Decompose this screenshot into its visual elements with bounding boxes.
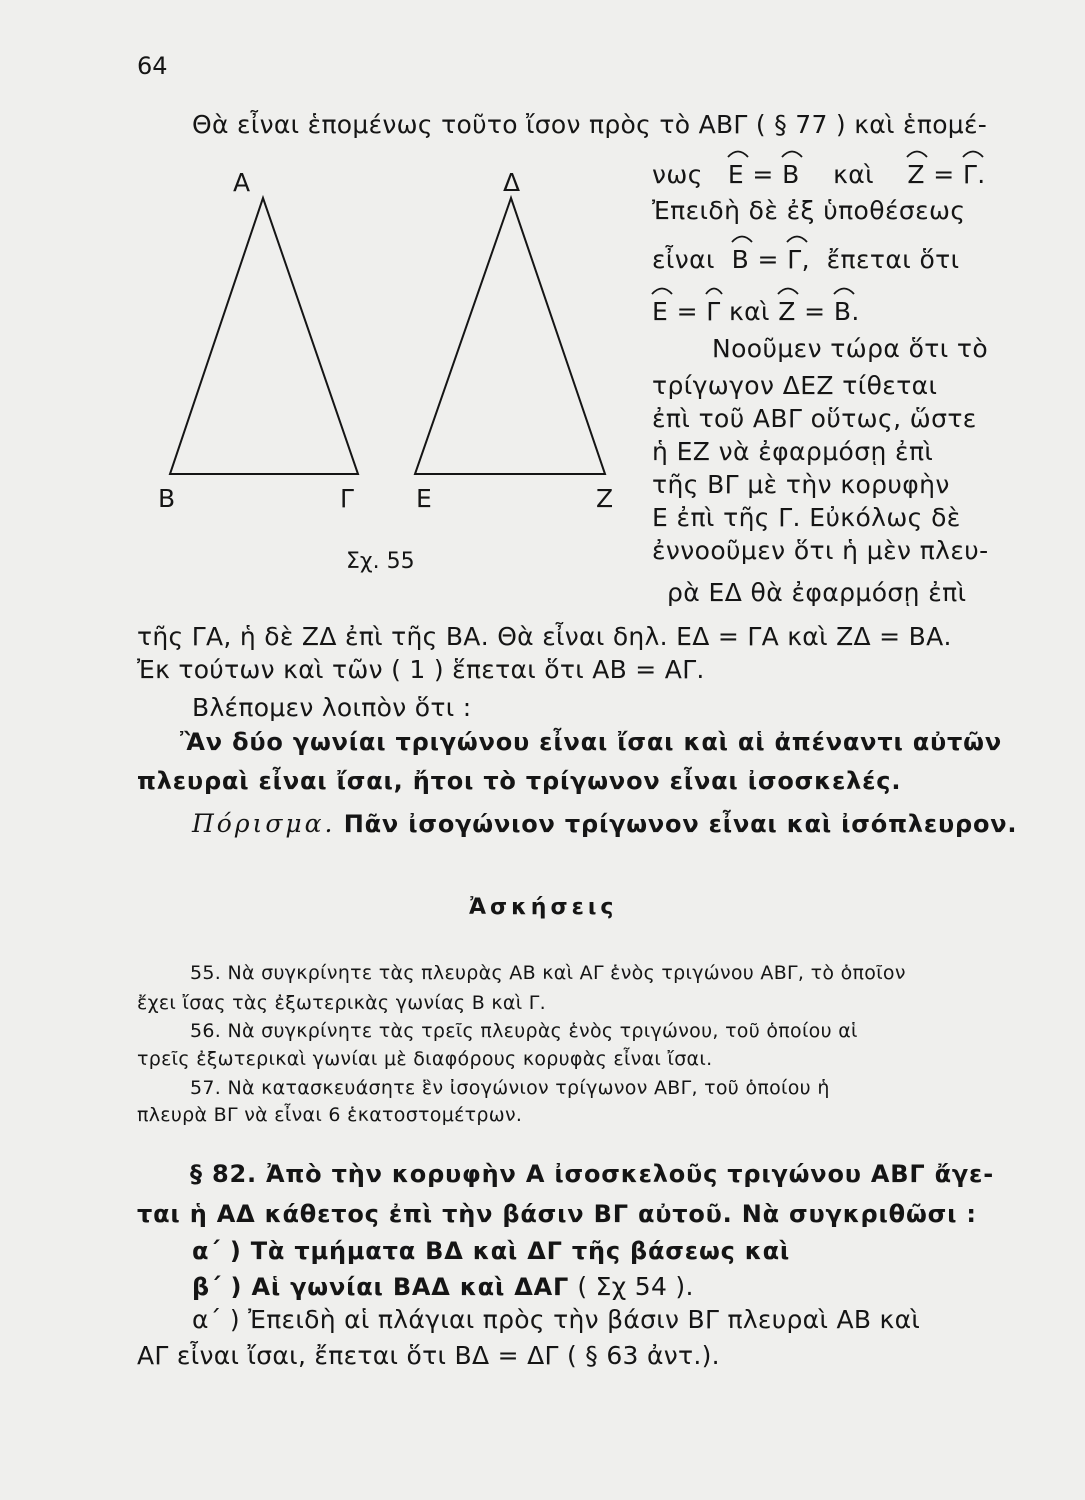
triangle-abg — [170, 198, 358, 474]
angle-G: Γ, — [787, 245, 810, 274]
angle-arc-icon — [832, 283, 856, 295]
line4-prefix: εἶναι — [652, 245, 715, 274]
triangle-dez — [415, 198, 605, 474]
angle-G: Γ. — [963, 160, 986, 189]
exercise-55-line-2: ἔχει ἴσας τὰς ἐξωτερικὰς γωνίας Β καὶ Γ. — [137, 992, 547, 1014]
angle-arc-icon — [905, 146, 929, 158]
equals-sign: = — [676, 297, 698, 326]
conjunction: καὶ — [728, 297, 770, 326]
line4-suffix: ἔπεται ὅτι — [826, 245, 960, 274]
label-Z: Ζ — [596, 484, 614, 513]
angle-arc-icon — [776, 283, 800, 295]
section-82-line-4-bold: β΄ ) Αἱ γωνίαι ΒΑΔ καὶ ΔΑΓ — [192, 1273, 570, 1301]
label-G: Γ — [340, 484, 354, 513]
text-line-6: Νοοῦμεν τώρα ὅτι τὸ — [712, 334, 989, 363]
text-line-2 — [652, 160, 986, 189]
angle-E: Ε — [728, 160, 744, 189]
exercise-55-line-1: 55. Νὰ συγκρίνητε τὰς πλευρὰς ΑΒ καὶ ΑΓ ἑνὸς τριγώνου ΑΒΓ, τὸ ὁποῖον — [190, 962, 906, 984]
angle-arc-icon — [785, 231, 809, 243]
angle-B: Β — [732, 245, 750, 274]
exercise-57-line-2: πλευρὰ ΒΓ νὰ εἶναι 6 ἑκατοστομέτρων. — [137, 1104, 523, 1126]
proof-line-2: ΑΓ εἶναι ἴσαι, ἔπεται ὅτι ΒΔ = ΔΓ ( § 63 ἀντ.). — [137, 1341, 720, 1370]
angle-arc-icon — [961, 146, 985, 158]
equals-sign: = — [757, 245, 779, 274]
text-line-16: Βλέπομεν λοιπὸν ὅτι : — [192, 693, 472, 722]
text-line-9: ἡ ΕΖ νὰ ἐφαρμόσῃ ἐπὶ — [652, 437, 934, 466]
text-line-15: Ἐκ τούτων καὶ τῶν ( 1 ) ἕπεται ὅτι ΑΒ = ΑΓ. — [137, 655, 705, 684]
exercise-57-line-1: 57. Νὰ κατασκευάσητε ἓν ἰσογώνιον τρίγωνον ΑΒΓ, τοῦ ὁποίου ἡ — [190, 1077, 830, 1099]
section-82-line-4 — [192, 1272, 694, 1301]
equals-sign: = — [933, 160, 955, 189]
figure-caption: Σχ. 55 — [346, 549, 415, 574]
exercise-56-line-1: 56. Νὰ συγκρίνητε τὰς τρεῖς πλευρὰς ἑνὸς τριγώνου, τοῦ ὁποίου αἱ — [190, 1020, 858, 1042]
angle-G: Γ — [706, 297, 720, 326]
text-line-7: τρίγωγον ΔΕΖ τίθεται — [652, 371, 938, 400]
label-B: Β — [158, 484, 176, 513]
line2-prefix: νως — [652, 160, 703, 189]
angle-Z: Ζ — [778, 297, 796, 326]
text-line-3: Ἐπειδὴ δὲ ἐξ ὑποθέσεως — [652, 196, 966, 225]
page-number: 64 — [137, 52, 168, 80]
text-line-1: Θὰ εἶναι ἑπομένως τοῦτο ἴσον πρὸς τὸ ΑΒΓ ( § 77 ) καὶ ἑπομέ- — [192, 110, 988, 139]
angle-arc-icon — [730, 231, 754, 243]
proof-line-1: α΄ ) Ἐπειδὴ αἱ πλάγιαι πρὸς τὴν βάσιν ΒΓ πλευραὶ ΑΒ καὶ — [192, 1305, 921, 1334]
angle-arc-icon — [780, 146, 804, 158]
angle-Z: Ζ — [907, 160, 925, 189]
section-82-line-4-ref: ( Σχ 54 ). — [577, 1272, 694, 1301]
text-line-14: τῆς ΓΑ, ἡ δὲ ΖΔ ἐπὶ τῆς ΒΑ. Θὰ εἶναι δηλ. ΕΔ = ΓΑ καὶ ΖΔ = ΒΑ. — [137, 622, 952, 651]
text-line-4 — [652, 245, 959, 274]
section-82-line-3: α΄ ) Τὰ τμήματα ΒΔ καὶ ΔΓ τῆς βάσεως καὶ — [192, 1237, 791, 1265]
text-line-8: ἐπὶ τοῦ ΑΒΓ οὕτως, ὥστε — [652, 404, 977, 433]
angle-B: Β — [782, 160, 800, 189]
porisma — [192, 809, 1017, 838]
exercises-heading: Ἀσκήσεις — [469, 895, 618, 920]
section-82-line-2: ται ἡ ΑΔ κάθετος ἐπὶ τὴν βάσιν ΒΓ αὐτοῦ. Νὰ συγκριθῶσι : — [137, 1200, 977, 1228]
label-D: Δ — [503, 168, 521, 197]
section-82-line-1: § 82. Ἀπὸ τὴν κορυφὴν Α ἰσοσκελοῦς τριγώνου ΑΒΓ ἄγε- — [190, 1160, 994, 1188]
equals-sign: = — [804, 297, 826, 326]
text-line-10: τῆς ΒΓ μὲ τὴν κορυφὴν — [652, 470, 950, 499]
angle-E: Ε — [652, 297, 668, 326]
exercise-56-line-2: τρεῖς ἐξωτερικαὶ γωνίαι μὲ διαφόρους κορυφὰς εἶναι ἴσαι. — [137, 1048, 713, 1070]
text-line-5 — [652, 297, 860, 326]
text-line-12: ἐννοοῦμεν ὅτι ἡ μὲν πλευ- — [652, 536, 989, 565]
porisma-text: Πᾶν ἰσογώνιον τρίγωνον εἶναι καὶ ἰσόπλευρον. — [343, 810, 1018, 838]
theorem-line-2: πλευραὶ εἶναι ἴσαι, ἤτοι τὸ τρίγωνον εἶναι ἰσοσκελές. — [137, 767, 902, 795]
label-E: Ε — [416, 484, 432, 513]
angle-B: Β. — [834, 297, 860, 326]
theorem-line-1: Ἂν δύο γωνίαι τριγώνου εἶναι ἴσαι καὶ αἱ ἀπέναντι αὐτῶν — [180, 728, 1002, 756]
text-line-11: Ε ἐπὶ τῆς Γ. Εὐκόλως δὲ — [652, 503, 961, 532]
angle-arc-icon — [726, 146, 750, 158]
equals-sign: = — [752, 160, 774, 189]
label-A: Α — [233, 168, 251, 197]
porisma-label: Πόρισμα. — [192, 809, 336, 838]
text-line-13: ρὰ ΕΔ θὰ ἐφαρμόσῃ ἐπὶ — [667, 578, 967, 607]
conjunction: καὶ — [833, 160, 874, 189]
angle-arc-icon — [650, 283, 674, 295]
angle-arc-icon — [704, 283, 724, 295]
figure-55 — [140, 150, 630, 580]
